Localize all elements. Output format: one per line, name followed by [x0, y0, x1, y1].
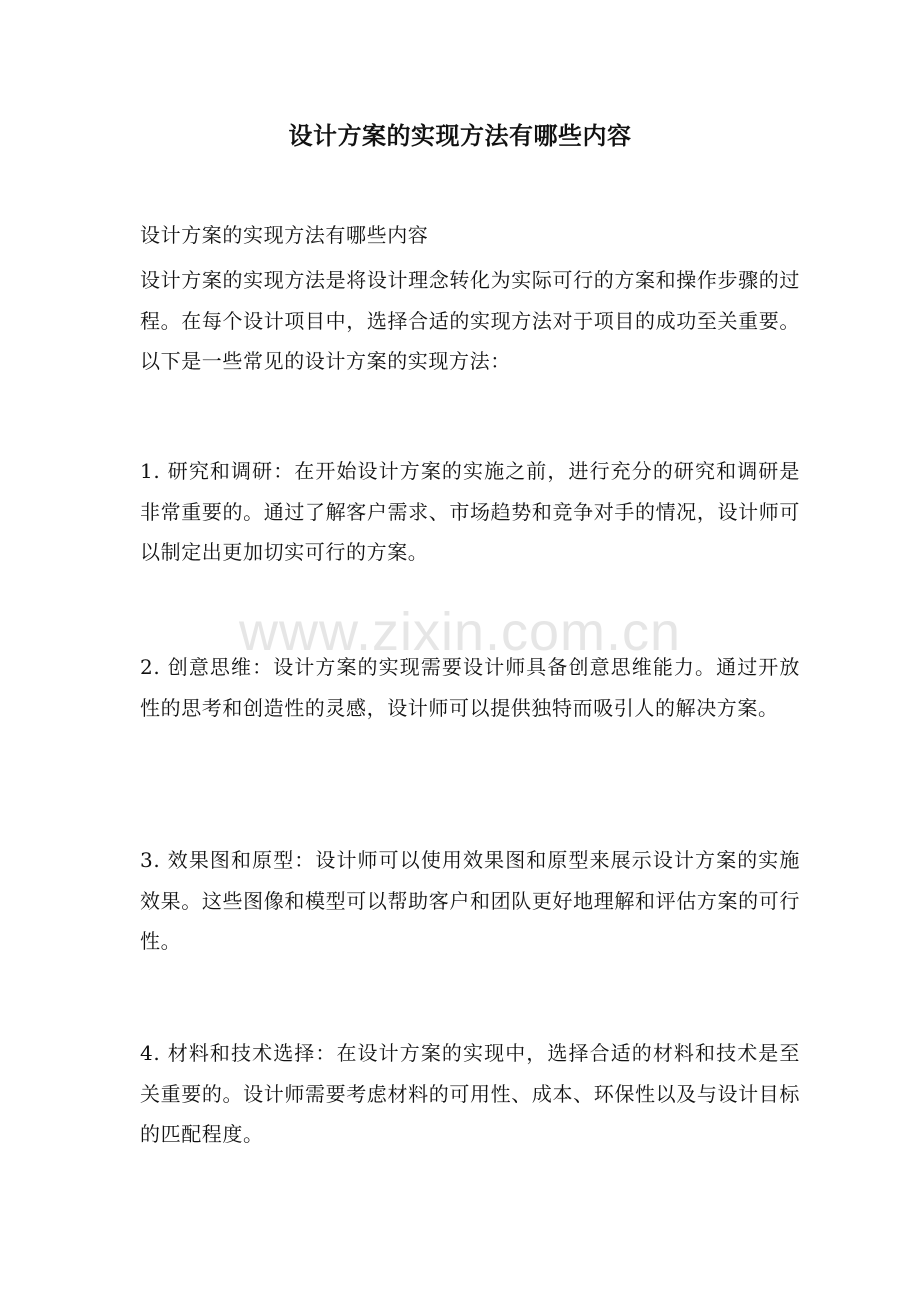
list-item-renderings-prototypes: 3. 效果图和原型：设计师可以使用效果图和原型来展示设计方案的实施效果。这些图像和模型可以帮助客户和团队更好地理解和评估方案的可行性。: [140, 848, 800, 953]
list-item-creative-thinking: 2. 创意思维：设计方案的实现需要设计师具备创意思维能力。通过开放性的思考和创造性的灵感，设计师可以提供独特而吸引人的解决方案。: [140, 655, 800, 720]
watermark: www.zixin.com.cn: [238, 602, 682, 662]
list-item-materials-technology: 4. 材料和技术选择：在设计方案的实现中，选择合适的材料和技术是至关重要的。设计师需要考虑材料的可用性、成本、环保性以及与设计目标的匹配程度。: [140, 1041, 800, 1146]
list-item-research: 1. 研究和调研：在开始设计方案的实施之前，进行充分的研究和调研是非常重要的。通过了解客户需求、市场趋势和竞争对手的情况，设计师可以制定出更加切实可行的方案。: [140, 459, 800, 564]
section-heading: 设计方案的实现方法有哪些内容: [140, 223, 429, 247]
document-title: 设计方案的实现方法有哪些内容: [288, 121, 632, 150]
intro-paragraph: 设计方案的实现方法是将设计理念转化为实际可行的方案和操作步骤的过程。在每个设计项目中，选择合适的实现方法对于项目的成功至关重要。以下是一些常见的设计方案的实现方法：: [140, 268, 800, 373]
